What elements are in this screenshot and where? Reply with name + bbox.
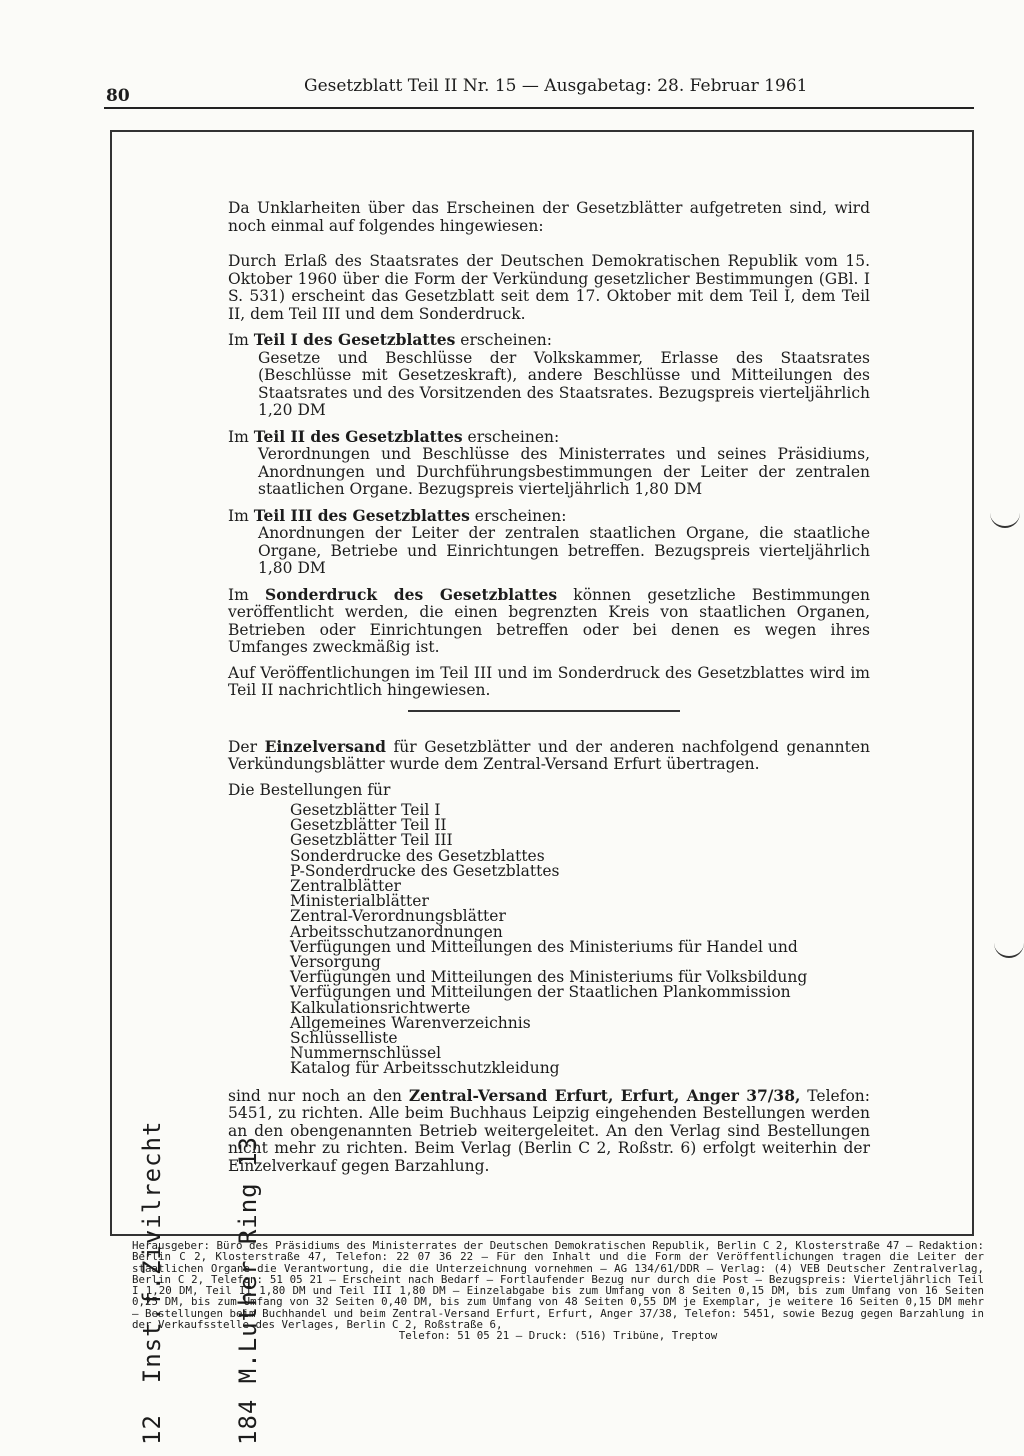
orders-intro: Die Bestellungen für [228,780,391,799]
notice-frame [110,130,974,1236]
publication-item: Gesetzblätter Teil III [290,831,453,850]
decree-paragraph: Durch Erlaß des Staatsrates der Deutschen Demokratischen Republik vom 15. Oktober 1960 über die Form der Verkündung gesetzlicher Bestimmungen (GBl. I S. 531) erscheint das Gesetzblatt seit dem 17. Oktober mit dem Teil I, dem Teil II, dem Teil III und dem Sonderdruck. [228,252,870,323]
publication-item: Gesetzblätter Teil I [290,801,441,819]
part-description: Gesetze und Beschlüsse der Volkskammer, Erlasse des Staatsrates (Beschlüsse mit Gesetzeskraft), andere Beschlüsse und Mitteilungen des Staatsrates und des Vorsitzenden des Staatsrates. Bezugspreis vierteljährlich 1,20 DM [258,348,870,419]
part-title: Teil I des Gesetzblattes [253,330,456,349]
publication-item: Schlüsselliste [290,1029,398,1048]
running-header: Gesetzblatt Teil II Nr. 15 — Ausgabetag: 28. Februar 1961 [304,76,808,96]
publication-item: Verfügungen und Mitteilungen des Ministeriums für Volksbildung [290,968,808,987]
section-divider [408,710,680,712]
ordering-instructions: sind nur noch an den Zentral-Versand Erfurt, Erfurt, Anger 37/38, Telefon: 5451, zu richten. Alle beim Buchhaus Leipzig eingehenden Bestellungen werden an den obengenannten Betrieb weitergeleitet. An den Verlag sind Bestellungen nicht mehr zu richten. Beim Verlag (Berlin C 2, Roßstr. 6) erfolgt weiterhin der Einzelverkauf gegen Barzahlung. [228,1085,870,1175]
page-number: 80 [106,86,130,106]
publication-list [290,803,870,1077]
part-description: Verordnungen und Beschlüsse des Ministerrates und seines Präsidiums, Anordnungen und Durchführungsbestimmungen der Leiter der zentralen staatlichen Organe. Bezugspreis vierteljährlich 1,80 DM [258,445,870,498]
imprint-text: Herausgeber: Büro des Präsidiums des Ministerrates der Deutschen Demokratischen Republik, Berlin C 2, Klosterstraße 47 — Redaktion: Berlin C 2, Klosterstraße 47, Telefon: 22 07 36 22 — Für den Inhalt und die Form der Veröffentlichungen tragen die Leiter der staatlichen Organe die Verantwortung, die die Unterzeichnung vornehmen — AG 134/61/DDR — Verlag: (4) VEB Deutscher Zentralverlag, Berlin C 2, Telefon: 51 05 21 — Erscheint nach Bedarf — Fortlaufender Bezug nur durch die Post — Bezugspreis: Vierteljährlich Teil I 1,20 DM, Teil II 1,80 DM und Teil III 1,80 DM — Einzelabgabe bis zum Umfang von 8 Seiten 0,15 DM, bis zum Umfang von 16 Seiten 0,25 DM, bis zum Umfang von 32 Seiten 0,40 DM, bis zum Umfang von 48 Seiten 0,55 DM je Exemplar, je weitere 16 Seiten 0,15 DM mehr — Bestellungen beim Buchhandel und beim Zentral-Versand Erfurt, Erfurt, Anger 37/38, Telefon: 5451, sowie Bezug gegen Barzahlung in der Verkaufsstelle des Verlages, Berlin C 2, Roßstraße 6, [132,1239,984,1332]
publication-item: Kalkulationsrichtwerte [290,998,471,1017]
part-section-2: Im Teil II des Gesetzblattes erscheinen: Verordnungen und Beschlüsse des Ministerrates und seines Präsidiums, Anordnungen und Durchführungsbestimmungen der Leiter der zentralen staatlichen Organe. Bezugspreis vierteljährlich 1,80 DM [228,426,870,498]
notice-content [228,200,870,1175]
publication-item: Nummernschlüssel [290,1044,442,1063]
margin-mark [994,942,1024,958]
publication-item: Gesetzblätter Teil II [290,816,447,835]
publication-item: Zentral-Verordnungsblätter [290,907,506,926]
part-section-3: Im Teil III des Gesetzblattes erscheinen: Anordnungen der Leiter der zentralen staatlichen Organe, die staatliche Organe, Betriebe und Einrichtungen betreffen. Bezugspreis vierteljährlich 1,80 DM [228,505,870,577]
publication-item: Allgemeines Warenverzeichnis [290,1013,531,1032]
publication-item: P-Sonderdrucke des Gesetzblattes [290,861,560,880]
stamp-line-2: 184 M.Luther Ring 13 [234,1136,262,1445]
publication-item: Verfügungen und Mitteilungen der Staatlichen Plankommission [290,983,791,1002]
imprint-last-line: Telefon: 51 05 21 — Druck: (516) Tribüne, Treptow [398,1329,718,1343]
special-print-paragraph: Im Sonderdruck des Gesetzblattes können gesetzliche Bestimmungen veröffentlicht werden, die einen begrenzten Kreis von staatlichen Organen, Betrieben oder Einrichtungen betreffen oder bei denen es wegen ihres Umfanges zweckmäßig ist. [228,584,870,656]
publication-item: Zentralblätter [290,877,401,896]
part-title: Teil II des Gesetzblattes [253,426,463,446]
publication-item: Verfügungen und Mitteilungen des Ministeriums für Handel und Versorgung [290,937,798,972]
stamp-line-1: 12 Inst.f.Zivilrecht [138,1120,166,1445]
publication-item: Katalog für Arbeitsschutzkleidung [290,1059,560,1078]
part-description: Anordnungen der Leiter der zentralen staatlichen Organe, die staatliche Organe, Betriebe und Einrichtungen betreffen. Bezugspreis vierteljährlich 1,80 DM [258,524,870,577]
margin-mark [990,512,1020,528]
header-rule [104,107,974,109]
distribution-intro: Der Einzelversand für Gesetzblätter und der anderen nachfolgend genannten Verkündungsblätter wurde dem Zentral-Versand Erfurt übertragen. [228,736,871,773]
notice-intro: Da Unklarheiten über das Erscheinen der Gesetzblätter aufgetreten sind, wird noch einmal auf folgendes hingewiesen: [228,199,870,235]
reference-paragraph: Auf Veröffentlichungen im Teil III und im Sonderdruck des Gesetzblattes wird im Teil II nachrichtlich hingewiesen. [228,663,870,699]
publication-item: Arbeitsschutzanordnungen [290,922,503,941]
publication-item: Sonderdrucke des Gesetzblattes [290,846,545,865]
library-stamp [72,1121,328,1445]
publication-item: Ministerialblätter [290,892,429,911]
part-title: Teil III des Gesetzblattes [253,505,470,525]
part-section-1: Im Teil I des Gesetzblattes erscheinen: Gesetze und Beschlüsse der Volkskammer, Erlasse des Staatsrates (Beschlüsse mit Gesetzeskraft), andere Beschlüsse und Mitteilungen des Staatsrates und des Vorsitzenden des Staatsrates. Bezugspreis vierteljährlich 1,20 DM [228,330,870,419]
